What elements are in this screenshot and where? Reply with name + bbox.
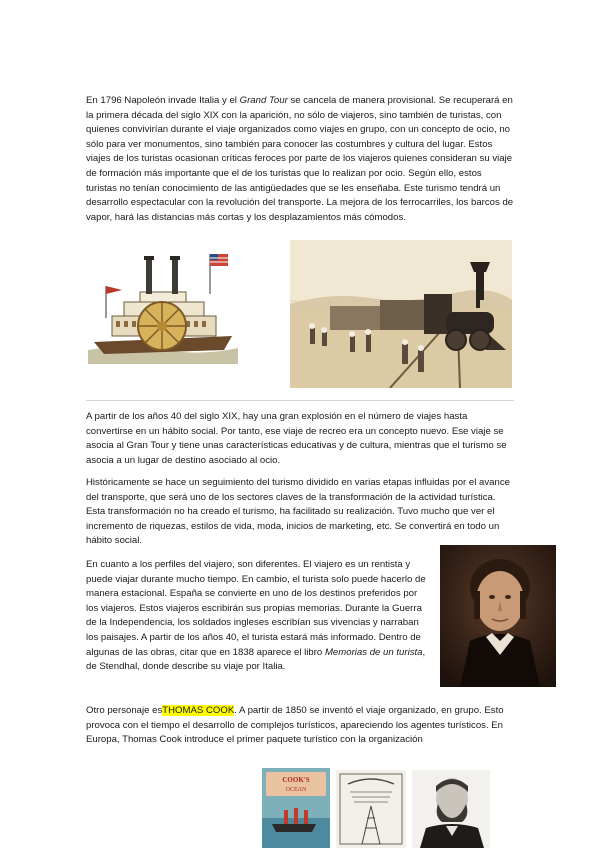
p4-text-b: , de Stendhal, donde describe su viaje por Italia. [86, 646, 426, 673]
p4-text-a: En cuanto a los perfiles del viajero, son diferentes. El viajero es un rentista y puede viajar durante mucho tiempo. En cambio, el turista solo puede hacerlo de manera estacional. España se convierte en uno de los destinos preferidos por los viajeros. Estos viajeros escribirán sus propias memorias. Durante la Guerra de la Independencia, los soldados ingleses escribían sus vivencias y narraban los paisajes. A partir de los años 40, el turista estará más informado. Dentro de algunas de las obras, citar que en 1838 aparece el libro [86, 559, 426, 658]
p5-text-a: Otro personaje es [86, 705, 163, 716]
p1-text-a: En 1796 Napoleón invade Italia y el [86, 95, 240, 106]
paragraph-grand-tour [86, 94, 514, 225]
paragraph-historical-stages: Históricamente se hace un seguimiento del turismo dividido en varias etapas influidas por el avance del transporte, que será uno de los sectores claves de la transformación de la actividad turística. Esta transformación no ha creado el turismo, ha facilitado su realización. Tuvo mucho que ver el incremento de riquezas, estilos de vida, moda, inicios de marketing, etc. Se convertirá en todo un hábito social. [86, 477, 510, 547]
paragraph-traveler-profiles [86, 558, 430, 675]
stendhal-portrait [440, 545, 556, 687]
paragraph-thomas-cook [86, 704, 514, 748]
cooks-ocean-poster [262, 768, 330, 848]
paragraph-years-40: A partir de los años 40 del siglo XIX, hay una gran explosión en el número de viajes hasta convertirse en un hábito social. Por tanto, ese viaje de recreo era un concepto nuevo. Ese viaje se asocia al Gran Tour y tiene unas características educativas y de cultura, mientras que el turismo se asocia a un lugar de destino asociado al ocio. [86, 411, 507, 466]
thomas-cook-highlight: THOMAS COOK [162, 705, 235, 716]
poster-subtitle-text: OCEAN [285, 787, 307, 793]
p1-text-b: se cancela de manera provisional. Se recuperará en la primera década del siglo XIX con la aparición, no sólo de viajeros, sino también de turistas, con quienes convivirían durante el viaje organizados como viajes en grupo, con un concepto de ocio, no sólo para ver monumentos, sino también para conocer las costumbres y cultura del lugar. Estos viajes de los turistas ocasionan críticas feroces por parte de los viajeros quienes consideran su viaje de formación más importante que el de los turistas que lo realizan por ocio. Según ello, estos turistas no tenían conocimiento de las antigüedades que se les enseñaba. Este turismo tendrá un desarrollo espectacular con la revolución del transporte. La mejora de los ferrocarriles, los barcos de vapor, hará las distancias más cortas y los desplazamientos más cómodos. [86, 95, 514, 223]
cook-exhibition-poster [336, 770, 406, 848]
p5-text-b: . A partir de 1850 se inventó el viaje organizado, en grupo. Esto provoca con el tiempo el desarrollo de complejos turísticos, apareciendo los agentes turísticos. En Europa, Thomas Cook introduce el primer paquete turístico con la organización [86, 705, 504, 746]
p4-memorias-em: Memorias de un turista [324, 646, 423, 658]
steamboat-illustration [86, 246, 240, 366]
thomas-cook-portrait [412, 770, 490, 848]
p1-grand-tour-em: Grand Tour [239, 95, 288, 106]
section-divider [86, 400, 514, 401]
poster-title-text: COOK'S [282, 776, 310, 784]
steam-train-photo [290, 240, 512, 388]
